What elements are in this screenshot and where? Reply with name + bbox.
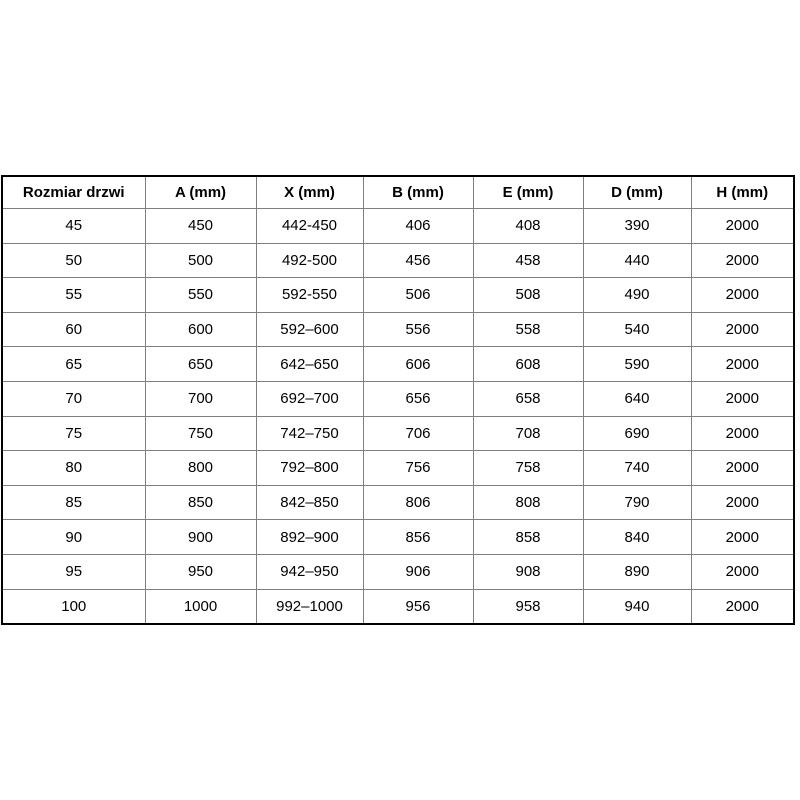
column-header-h-mm: H (mm) — [691, 176, 794, 209]
table-cell: 408 — [473, 209, 583, 244]
table-cell: 690 — [583, 416, 691, 451]
table-cell: 550 — [145, 278, 256, 313]
table-cell: 95 — [2, 554, 145, 589]
table-cell: 658 — [473, 381, 583, 416]
column-header-d-mm: D (mm) — [583, 176, 691, 209]
table-cell: 750 — [145, 416, 256, 451]
table-row — [2, 416, 794, 451]
table-cell: 956 — [363, 589, 473, 624]
table-cell: 806 — [363, 485, 473, 520]
table-cell: 456 — [363, 243, 473, 278]
table-cell: 390 — [583, 209, 691, 244]
table-cell: 2000 — [691, 485, 794, 520]
table-cell: 50 — [2, 243, 145, 278]
table-cell: 992–1000 — [256, 589, 363, 624]
table-cell: 692–700 — [256, 381, 363, 416]
table-cell: 2000 — [691, 278, 794, 313]
table-cell: 506 — [363, 278, 473, 313]
column-header-e-mm: E (mm) — [473, 176, 583, 209]
table-cell: 440 — [583, 243, 691, 278]
table-cell: 450 — [145, 209, 256, 244]
table-row — [2, 243, 794, 278]
table-cell: 758 — [473, 451, 583, 486]
table-cell: 908 — [473, 554, 583, 589]
column-header-a-mm: A (mm) — [145, 176, 256, 209]
table-cell: 2000 — [691, 520, 794, 555]
table-cell: 492-500 — [256, 243, 363, 278]
table-cell: 656 — [363, 381, 473, 416]
table-cell: 740 — [583, 451, 691, 486]
table-cell: 942–950 — [256, 554, 363, 589]
table-cell: 75 — [2, 416, 145, 451]
table-cell: 890 — [583, 554, 691, 589]
table-cell: 500 — [145, 243, 256, 278]
table-cell: 2000 — [691, 243, 794, 278]
table-cell: 590 — [583, 347, 691, 382]
table-cell: 2000 — [691, 589, 794, 624]
table-cell: 900 — [145, 520, 256, 555]
table-cell: 856 — [363, 520, 473, 555]
table-cell: 55 — [2, 278, 145, 313]
table-cell: 80 — [2, 451, 145, 486]
table-cell: 858 — [473, 520, 583, 555]
table-cell: 2000 — [691, 416, 794, 451]
table-cell: 2000 — [691, 381, 794, 416]
table-cell: 406 — [363, 209, 473, 244]
table-cell: 2000 — [691, 554, 794, 589]
column-header-x-mm: X (mm) — [256, 176, 363, 209]
table-cell: 706 — [363, 416, 473, 451]
table-cell: 850 — [145, 485, 256, 520]
table-cell: 592–600 — [256, 312, 363, 347]
table-row — [2, 554, 794, 589]
table-cell: 600 — [145, 312, 256, 347]
table-cell: 940 — [583, 589, 691, 624]
table-cell: 70 — [2, 381, 145, 416]
table-cell: 2000 — [691, 209, 794, 244]
table-cell: 60 — [2, 312, 145, 347]
table-header-row — [2, 176, 794, 209]
table-cell: 800 — [145, 451, 256, 486]
table-row — [2, 589, 794, 624]
table-cell: 65 — [2, 347, 145, 382]
table-cell: 892–900 — [256, 520, 363, 555]
table-row — [2, 451, 794, 486]
table-cell: 950 — [145, 554, 256, 589]
table-cell: 556 — [363, 312, 473, 347]
table-cell: 100 — [2, 589, 145, 624]
table-row — [2, 347, 794, 382]
column-header-b-mm: B (mm) — [363, 176, 473, 209]
table-cell: 958 — [473, 589, 583, 624]
table-cell: 606 — [363, 347, 473, 382]
table-cell: 742–750 — [256, 416, 363, 451]
table-cell: 442-450 — [256, 209, 363, 244]
table-row — [2, 520, 794, 555]
table-row — [2, 209, 794, 244]
table-cell: 1000 — [145, 589, 256, 624]
table-row — [2, 312, 794, 347]
table-cell: 790 — [583, 485, 691, 520]
table-cell: 85 — [2, 485, 145, 520]
table-cell: 642–650 — [256, 347, 363, 382]
table-cell: 592-550 — [256, 278, 363, 313]
table-cell: 700 — [145, 381, 256, 416]
table-cell: 650 — [145, 347, 256, 382]
table-cell: 490 — [583, 278, 691, 313]
table-row — [2, 278, 794, 313]
table-cell: 808 — [473, 485, 583, 520]
table-cell: 458 — [473, 243, 583, 278]
table-cell: 756 — [363, 451, 473, 486]
table-row — [2, 381, 794, 416]
table-cell: 640 — [583, 381, 691, 416]
table-cell: 842–850 — [256, 485, 363, 520]
table-cell: 508 — [473, 278, 583, 313]
table-cell: 540 — [583, 312, 691, 347]
table-cell: 2000 — [691, 312, 794, 347]
table-cell: 906 — [363, 554, 473, 589]
column-header-rozmiar-drzwi: Rozmiar drzwi — [2, 176, 145, 209]
table-cell: 2000 — [691, 347, 794, 382]
table-cell: 792–800 — [256, 451, 363, 486]
table-cell: 558 — [473, 312, 583, 347]
table-cell: 708 — [473, 416, 583, 451]
table-cell: 840 — [583, 520, 691, 555]
table-cell: 45 — [2, 209, 145, 244]
table-cell: 608 — [473, 347, 583, 382]
table-row — [2, 485, 794, 520]
door-size-table — [1, 175, 795, 625]
table-cell: 2000 — [691, 451, 794, 486]
table-cell: 90 — [2, 520, 145, 555]
